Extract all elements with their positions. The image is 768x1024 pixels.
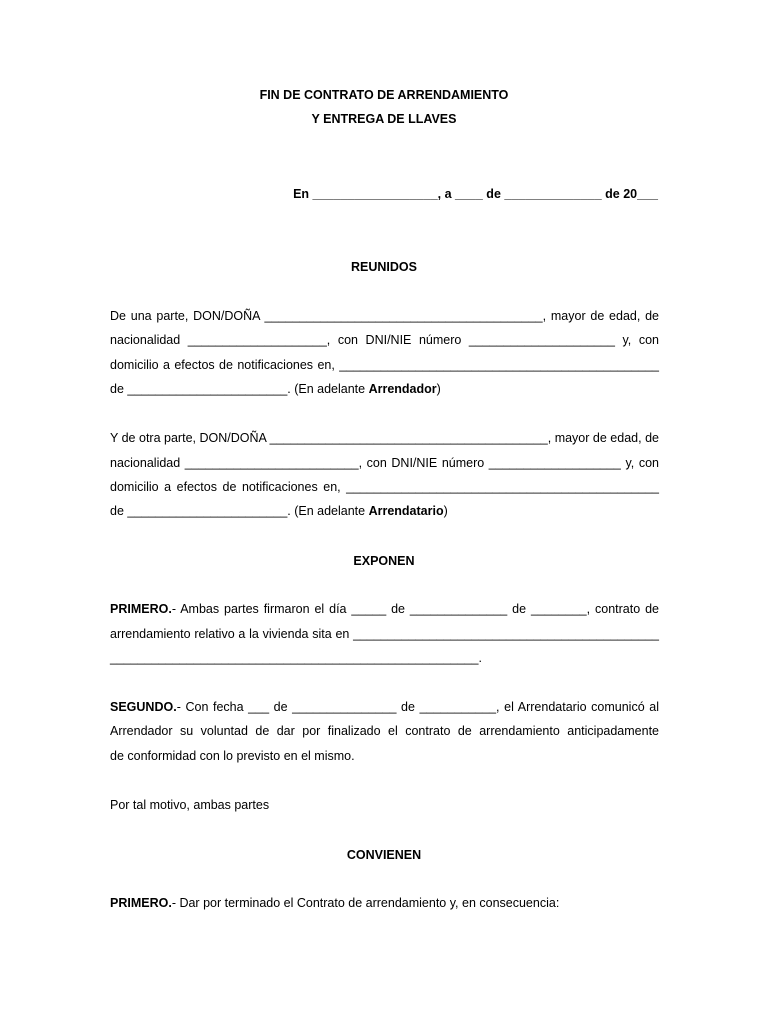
segundo-expone-line2: Arrendador su voluntad de dar por finalizado el contrato de arrendamiento anticipadamente (110, 724, 659, 738)
convienen-heading: CONVIENEN (346, 848, 422, 862)
party2-line4: de _______________________. (En adelante Arrendatario) (110, 504, 448, 518)
primero-expone-line1: PRIMERO.- Ambas partes firmaron el día _____ de ______________ de ________, contrato de (110, 602, 659, 616)
party2-line3: domicilio a efectos de notificaciones en, _____________________________________________ (110, 480, 659, 494)
primero-expone-line2: arrendamiento relativo a la vivienda sita en ____________________________________________ (110, 627, 659, 641)
party2-line2: nacionalidad _________________________, con DNI/NIE número ___________________ y, con (110, 456, 659, 470)
party1-line2: nacionalidad ____________________, con DNI/NIE número _____________________ y, con (110, 333, 659, 347)
document-title-line2: Y ENTREGA DE LLAVES (311, 112, 457, 126)
primero-conviene-line: PRIMERO.- Dar por terminado el Contrato de arrendamiento y, en consecuencia: (110, 896, 560, 910)
party1-line3: domicilio a efectos de notificaciones en, ______________________________________________ (110, 358, 659, 372)
segundo-expone-line1: SEGUNDO.- Con fecha ___ de _______________ de ___________, el Arrendatario comunicó al (110, 700, 659, 714)
party2-line1: Y de otra parte, DON/DOÑA ________________________________________, mayor de edad, de (110, 431, 659, 445)
exponen-heading: EXPONEN (353, 554, 415, 568)
por-tal-motivo: Por tal motivo, ambas partes (110, 798, 270, 812)
place-date-line: En __________________, a ____ de ______________ de 20___ (293, 187, 658, 201)
segundo-expone-line3: de conformidad con lo previsto en el mismo. (110, 749, 355, 763)
primero-expone-line3: _____________________________________________________. (110, 651, 482, 665)
party1-line1: De una parte, DON/DOÑA ________________________________________, mayor de edad, de (110, 309, 659, 323)
reunidos-heading: REUNIDOS (351, 260, 417, 274)
document-title-line1: FIN DE CONTRATO DE ARRENDAMIENTO (259, 88, 509, 102)
party1-line4: de _______________________. (En adelante Arrendador) (110, 382, 441, 396)
